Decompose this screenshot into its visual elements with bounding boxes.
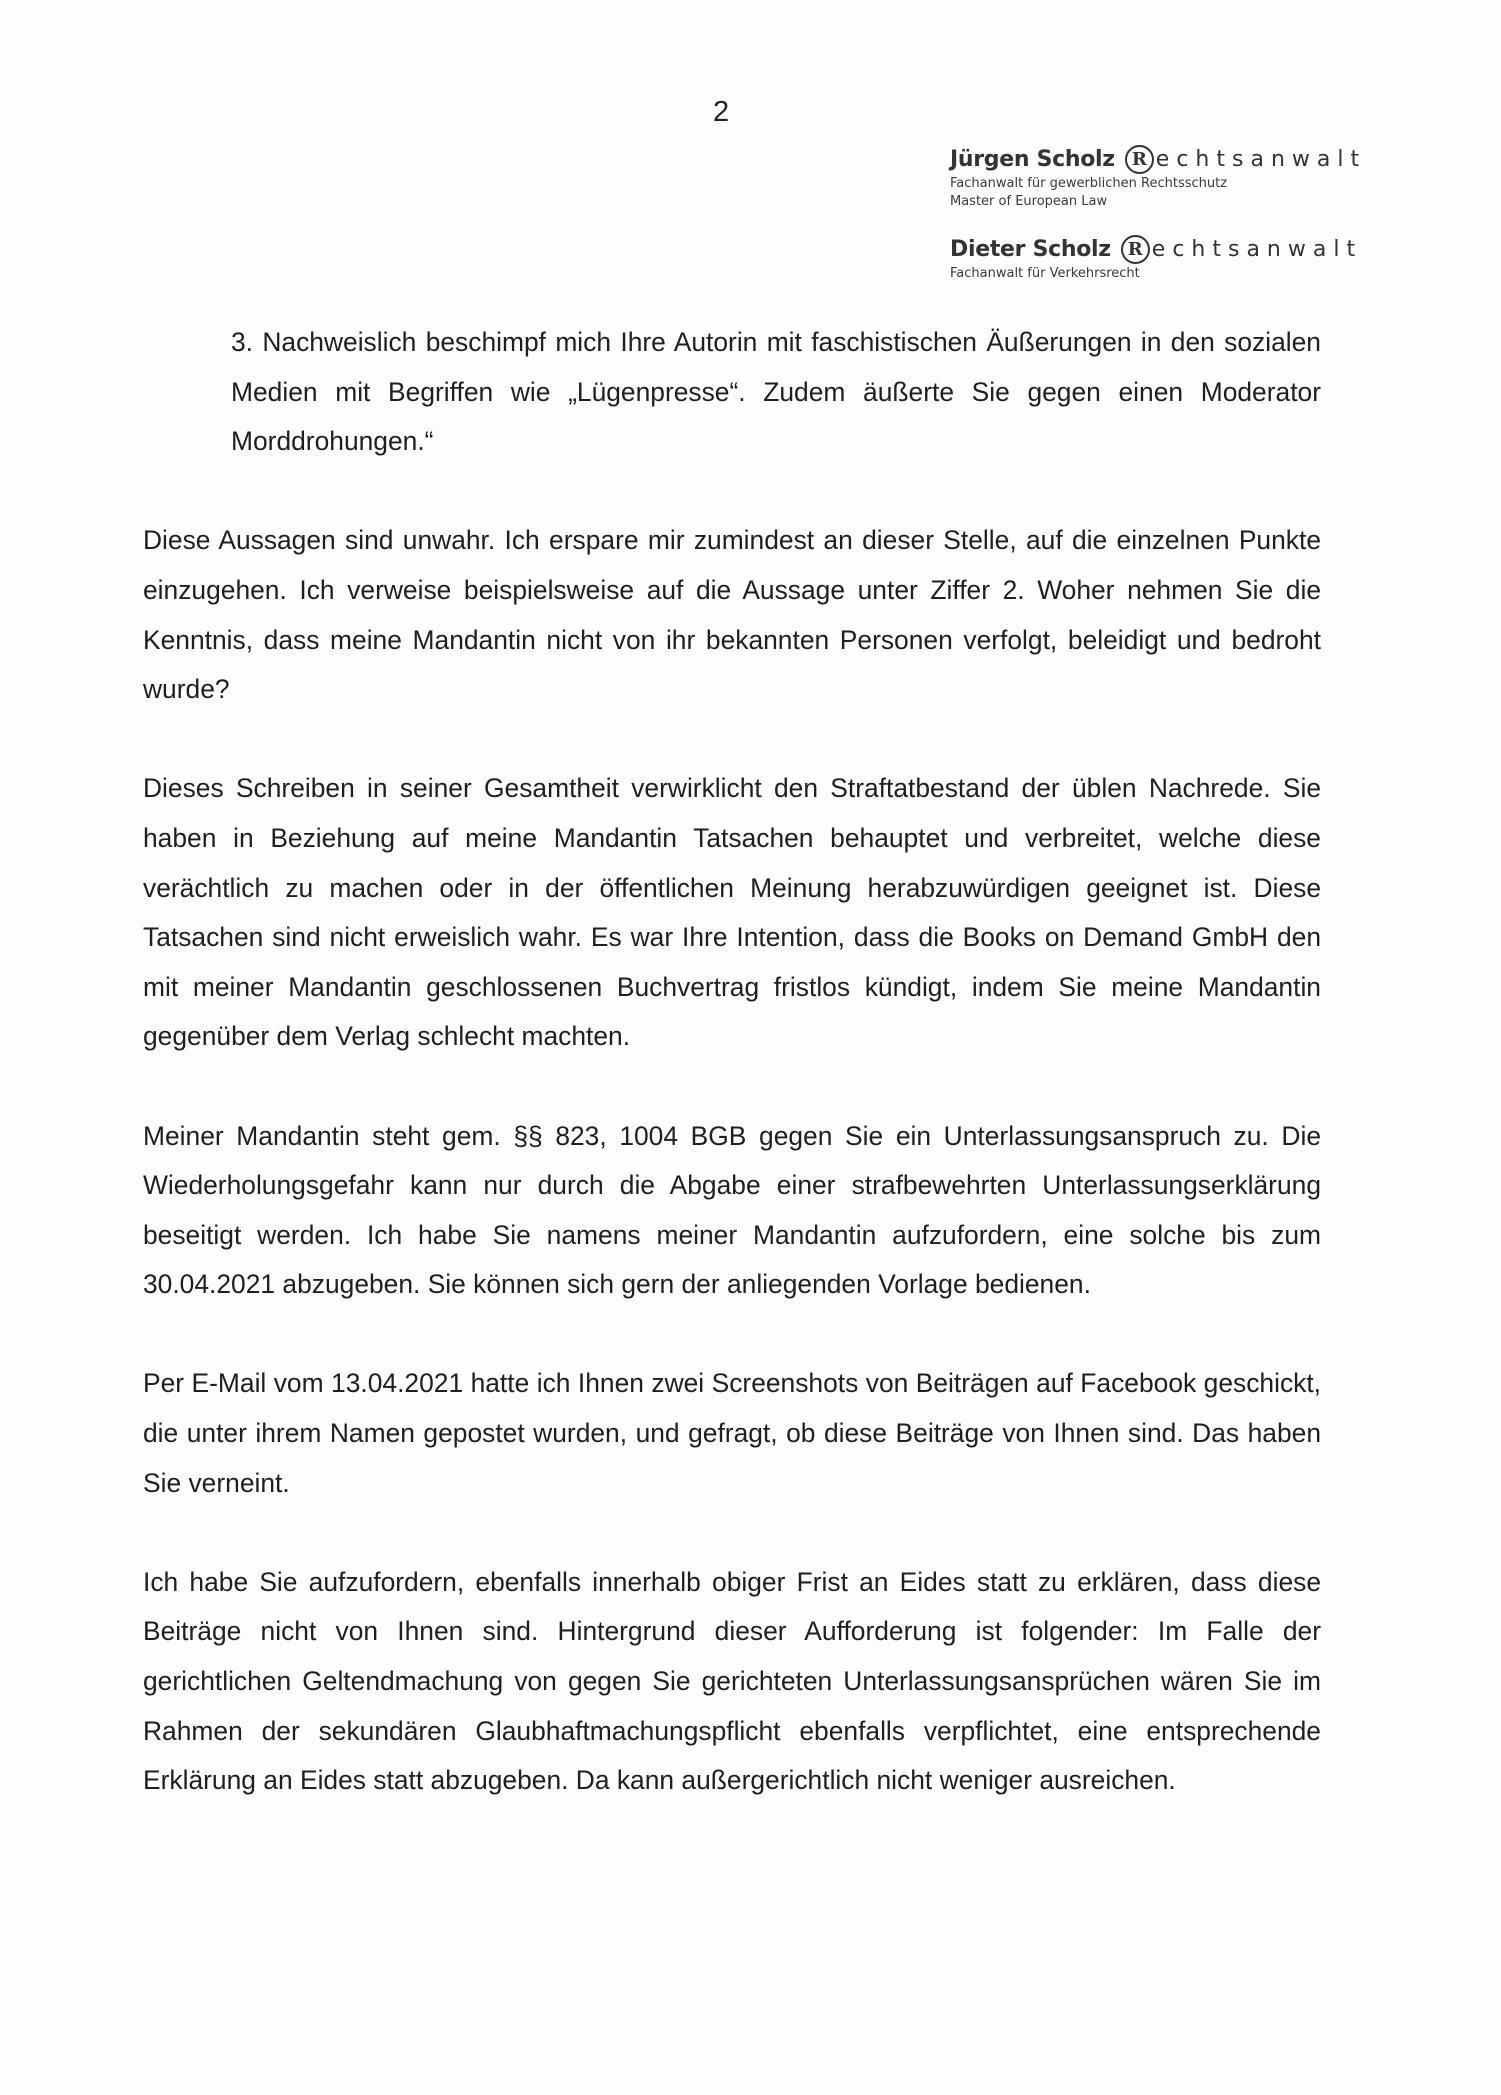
lawyer-subtitle: Fachanwalt für Verkehrsrecht [950, 266, 1140, 281]
letter-body [143, 318, 1321, 1806]
r-emblem-icon: R [1125, 145, 1154, 174]
lawyer-title-word: echtsanwalt [1155, 146, 1367, 172]
paragraph: Diese Aussagen sind unwahr. Ich erspare mir zumindest an dieser Stelle, auf die einzelnen Punkte einzugehen. Ich verweise beispielsweise auf die Aussage unter Ziffer 2. Woher nehmen Sie die Kenntnis, dass meine Mandantin nicht von ihr bekannten Personen verfolgt, beleidigt und bedroht wurde? [143, 525, 1321, 705]
paragraph: Dieses Schreiben in seiner Gesamtheit verwirklicht den Straftatbestand der üblen Nachrede. Sie haben in Beziehung auf meine Mandantin Tatsachen behauptet und verbreitet, welche diese verächtlich zu machen oder in der öffentlichen Meinung herabzuwürdigen geeignet ist. Diese Tatsachen sind nicht erweislich wahr. Es war Ihre Intention, dass die Books on Demand GmbH den mit meiner Mandantin geschlossenen Buchvertrag fristlos kündigt, indem Sie meine Mandantin gegenüber dem Verlag schlecht machten. [143, 773, 1321, 1052]
letterhead-lawyer-1 [950, 143, 1370, 211]
page-number: 2 [713, 96, 730, 128]
paragraph: Ich habe Sie aufzufordern, ebenfalls innerhalb obiger Frist an Eides statt zu erklären, dass diese Beiträge nicht von Ihnen sind. Hintergrund dieser Aufforderung ist folgender: Im Falle der gerichtlichen Geltendmachung von gegen Sie gerichteten Unterlassungsansprüchen wären Sie im Rahmen der sekundären Glaubhaftmachungspflicht ebenfalls verpflichtet, eine entsprechende Erklärung an Eides statt abzugeben. Da kann außergerichtlich nicht weniger ausreichen. [143, 1566, 1321, 1796]
letterhead [950, 143, 1370, 305]
quoted-item-3: 3. Nachweislich beschimpf mich Ihre Autorin mit faschistischen Äußerungen in den sozialen Medien mit Begriffen wie „Lügenpresse“. Zudem äußerte Sie gegen einen Moderator Morddrohungen.“ [231, 327, 1321, 457]
lawyer-name: Dieter Scholz [950, 236, 1111, 262]
lawyer-subtitle: Master of European Law [950, 194, 1108, 209]
letterhead-lawyer-2 [950, 233, 1370, 283]
r-emblem-icon: R [1121, 235, 1150, 264]
paragraph: Meiner Mandantin steht gem. §§ 823, 1004 BGB gegen Sie ein Unterlassungsanspruch zu. Die Wiederholungsgefahr kann nur durch die Abgabe einer strafbewehrten Unterlassungserklärung beseitigt werden. Ich habe Sie namens meiner Mandantin aufzufordern, eine solche bis zum 30.04.2021 abzugeben. Sie können sich gern der anliegenden Vorlage bedienen. [143, 1120, 1321, 1300]
lawyer-name: Jürgen Scholz [950, 146, 1115, 172]
lawyer-subtitle: Fachanwalt für gewerblichen Rechtsschutz [950, 176, 1228, 191]
paragraph: Per E-Mail vom 13.04.2021 hatte ich Ihnen zwei Screenshots von Beiträgen auf Facebook geschickt, die unter ihrem Namen gepostet wurden, und gefragt, ob diese Beiträge von Ihnen sind. Das haben Sie verneint. [143, 1368, 1321, 1498]
lawyer-title-word: echtsanwalt [1151, 236, 1363, 262]
